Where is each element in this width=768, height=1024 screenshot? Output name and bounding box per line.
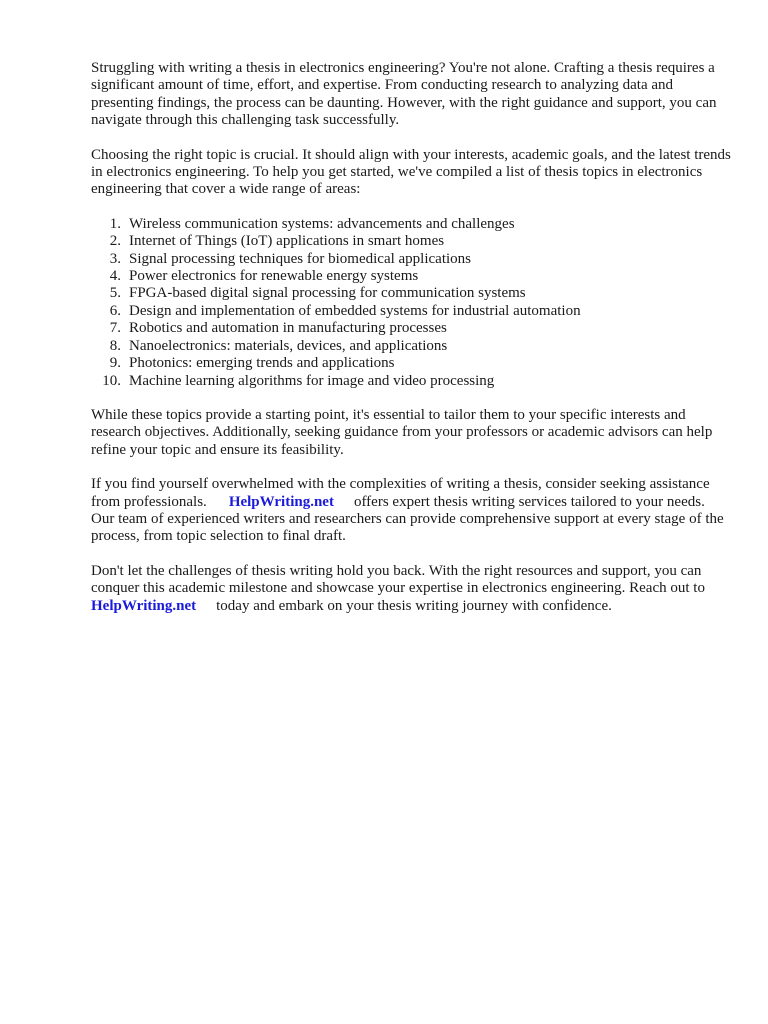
list-item xyxy=(91,251,731,268)
closing-text-after: today and embark on your thesis writing journey with confidence. xyxy=(216,597,612,614)
list-item xyxy=(91,268,731,285)
list-item-number: 10. xyxy=(102,372,121,389)
assistance-text-after: offers expert thesis writing services tailored to your needs. Our team of experienced writers and researchers can provide comprehensive support at every stage of the process, from topic selection to final draft. xyxy=(91,493,724,545)
list-item-text: FPGA-based digital signal processing for communication systems xyxy=(129,285,526,302)
tailor-paragraph: While these topics provide a starting point, it's essential to tailor them to your specific interests and research objectives. Additionally, seeking guidance from your professors or academic advisors can help refine your topic and ensure its feasibility. xyxy=(91,406,713,458)
list-item-number: 8. xyxy=(109,337,121,354)
list-item xyxy=(91,303,731,320)
list-item-number: 2. xyxy=(109,233,121,250)
list-item-text: Design and implementation of embedded systems for industrial automation xyxy=(129,302,581,319)
helpwriting-link[interactable]: HelpWriting.net xyxy=(228,493,334,510)
list-item xyxy=(91,338,731,355)
list-item-text: Wireless communication systems: advancements and challenges xyxy=(129,215,515,232)
list-item-number: 7. xyxy=(109,320,121,337)
closing-text-before: Don't let the challenges of thesis writing hold you back. With the right resources and support, you can conquer this academic milestone and showcase your expertise in electronics engineering. Reach out to xyxy=(91,562,705,597)
intro-paragraph: Struggling with writing a thesis in electronics engineering? You're not alone. Crafting a thesis requires a significant amount of time, effort, and expertise. From conducting research to analyzing data and presenting findings, the process can be daunting. However, with the right guidance and support, you can navigate through this challenging task successfully. xyxy=(91,60,717,129)
list-item-number: 9. xyxy=(109,355,121,372)
list-item xyxy=(91,233,731,250)
helpwriting-link[interactable]: HelpWriting.net xyxy=(91,597,197,614)
list-item xyxy=(91,216,731,233)
list-item xyxy=(91,285,731,302)
list-item-number: 4. xyxy=(109,268,121,285)
list-item-text: Power electronics for renewable energy systems xyxy=(129,268,419,285)
assistance-text-before: If you find yourself overwhelmed with the complexities of writing a thesis, consider seeking assistance from professionals. xyxy=(91,476,710,510)
list-item-number: 6. xyxy=(109,302,121,319)
list-item-text: Signal processing techniques for biomedical applications xyxy=(129,250,471,267)
list-item-number: 1. xyxy=(109,215,121,232)
list-item xyxy=(91,320,731,337)
list-item xyxy=(91,355,731,372)
list-item-text: Photonics: emerging trends and applications xyxy=(129,355,395,372)
assistance-paragraph xyxy=(91,476,731,546)
thesis-topic-list xyxy=(91,216,731,390)
document-body xyxy=(91,60,731,632)
list-item-number: 3. xyxy=(109,250,121,267)
list-item-text: Machine learning algorithms for image and video processing xyxy=(129,372,495,389)
list-item-number: 5. xyxy=(109,285,121,302)
list-item-text: Robotics and automation in manufacturing processes xyxy=(129,320,447,337)
closing-paragraph xyxy=(91,563,731,615)
list-item xyxy=(91,373,731,390)
list-item-text: Internet of Things (IoT) applications in smart homes xyxy=(129,233,445,250)
list-item-text: Nanoelectronics: materials, devices, and applications xyxy=(129,337,448,354)
topic-choice-paragraph: Choosing the right topic is crucial. It should align with your interests, academic goals, and the latest trends in electronics engineering. To help you get started, we've compiled a list of thesis topics in electronics engineering that cover a wide range of areas: xyxy=(91,146,731,198)
